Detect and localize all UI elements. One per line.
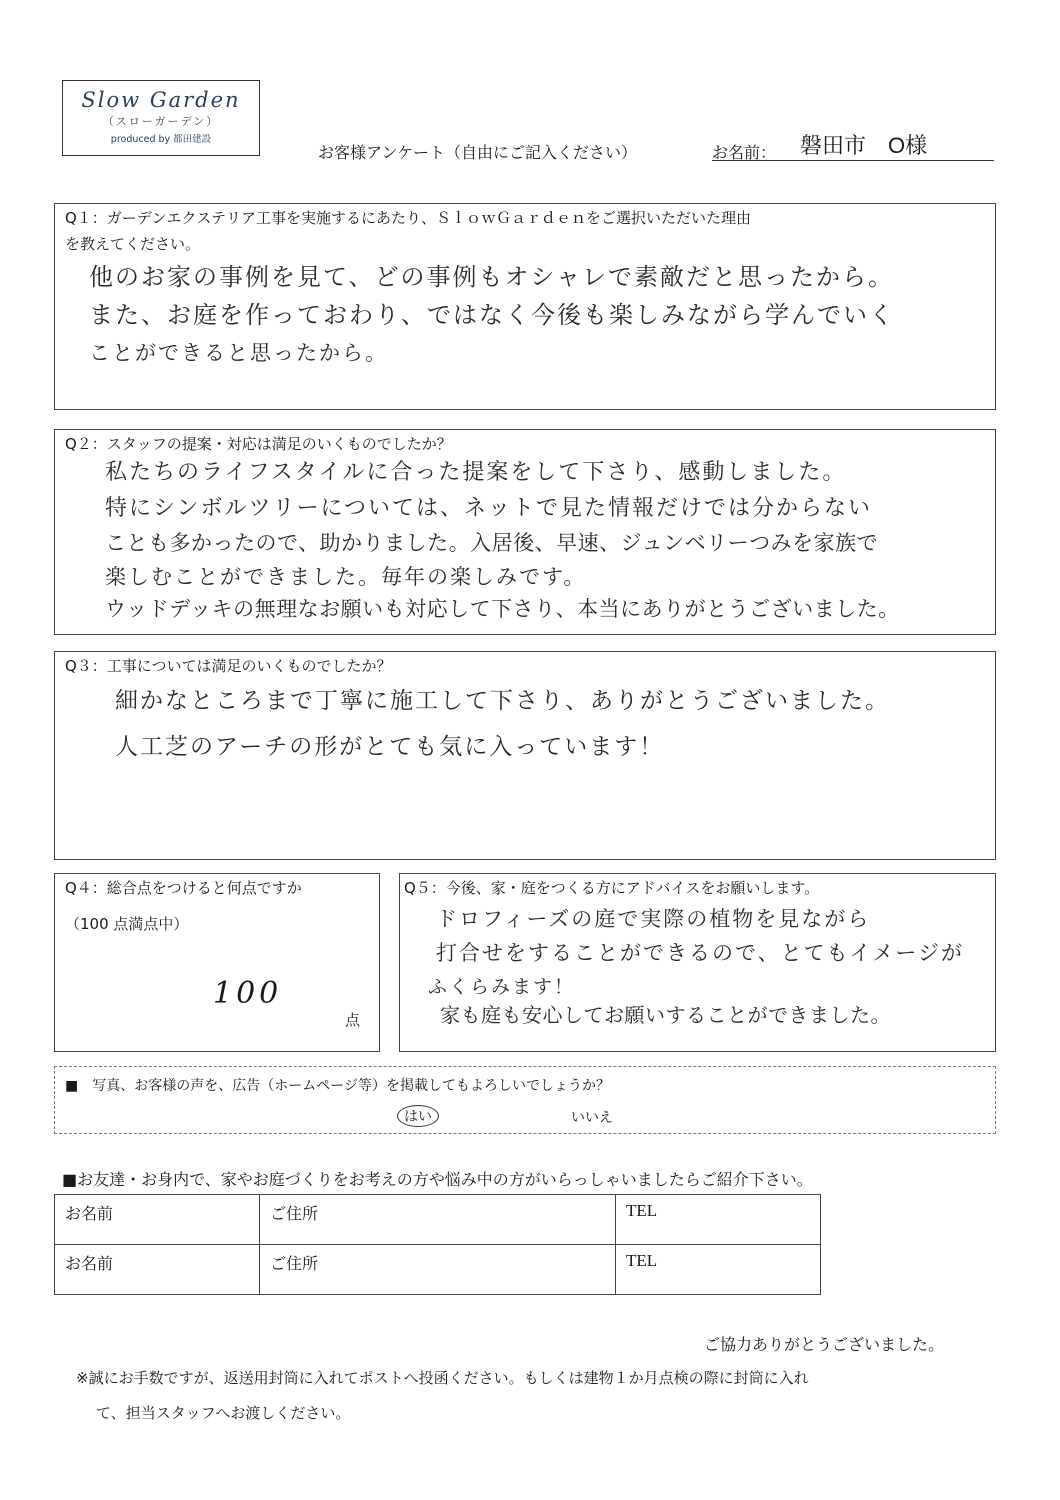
logo-produced-text: produced by 都田建設 <box>110 134 212 145</box>
q1-question-line2: を教えてください。 <box>65 235 201 253</box>
referral-tel-cell[interactable] <box>616 1195 821 1245</box>
q1-answer-line2: また、お庭を作っておわり、ではなく今後も楽しみながら学んでいく <box>89 301 895 329</box>
referral-name-cell[interactable] <box>55 1195 260 1245</box>
q5-answer-line2: 打合せをすることができるので、とてもイメージが <box>436 941 964 965</box>
name-underline <box>712 160 994 161</box>
referral-name-cell[interactable] <box>55 1245 260 1295</box>
q4-unit: 点 <box>345 1011 361 1029</box>
q5-question: Q５：今後、家・庭をつくる方にアドバイスをお願いします。 <box>404 879 820 897</box>
table-row <box>55 1245 821 1295</box>
q2-answer-line3: ことも多かったので、助かりました。入居後、早速、ジュンベリーつみを家族で <box>105 531 879 555</box>
q2-answer-line2: 特にシンボルツリーについては、ネットで見た情報だけでは分からない <box>105 496 873 521</box>
q2-box <box>54 429 996 635</box>
referral-address-cell[interactable] <box>260 1195 616 1245</box>
q4-box <box>54 873 380 1052</box>
survey-title: お客様アンケート（自由にご記入ください） <box>318 143 638 162</box>
permission-question: ■ 写真、お客様の声を、広告（ホームページ等）を掲載してもよろしいでしょうか？ <box>65 1078 610 1094</box>
q1-box <box>54 203 996 410</box>
referral-tel-cell[interactable] <box>616 1245 821 1295</box>
referral-tel-label: TEL <box>626 1201 658 1220</box>
footer-note-line2: て、担当スタッフへお渡しください。 <box>96 1404 351 1422</box>
referral-tel-label: TEL <box>626 1251 658 1270</box>
q2-question: Q２：スタッフの提案・対応は満足のいくものでしたか？ <box>65 435 452 453</box>
q4-question: Q４：総合点をつけると何点ですか <box>65 879 302 897</box>
q5-answer-line1: ドロフィーズの庭で実際の植物を見ながら <box>436 907 871 931</box>
referral-name-label: お名前 <box>65 1254 114 1273</box>
name-value: 磐田市 O様 <box>800 133 928 158</box>
logo-sub-text: （スローガーデン） <box>102 115 220 128</box>
referral-address-cell[interactable] <box>260 1245 616 1295</box>
q5-answer-line3: ふくらみます！ <box>428 976 576 998</box>
q1-answer-line1: 他のお家の事例を見て、どの事例もオシャレで素敵だと思ったから。 <box>89 263 895 291</box>
logo-main-text: Slow Garden <box>81 88 241 112</box>
permission-yes-label: はい <box>404 1109 432 1125</box>
q2-answer-line1: 私たちのライフスタイルに合った提案をして下さり、感動しました。 <box>105 460 847 485</box>
q5-box <box>399 873 996 1052</box>
q4-note: （100 点満点中） <box>65 915 189 933</box>
footer-note-line1: ※誠にお手数ですが、返送用封筒に入れてポストへ投函ください。もしくは建物１か月点検の際に封筒に入れ <box>76 1369 809 1387</box>
thanks-text: ご協力ありがとうございました。 <box>704 1335 945 1354</box>
permission-box <box>54 1066 996 1134</box>
permission-yes-option[interactable] <box>397 1105 439 1127</box>
referral-address-label: ご住所 <box>270 1204 319 1223</box>
q2-answer-line5: ウッドデッキの無理なお願いも対応して下さり、本当にありがとうございました。 <box>105 597 900 621</box>
slow-garden-logo <box>62 80 260 156</box>
table-row <box>55 1195 821 1245</box>
permission-yes-circle <box>397 1105 439 1127</box>
referral-name-label: お名前 <box>65 1204 114 1223</box>
referral-table <box>54 1194 821 1295</box>
q3-answer-line2: 人工芝のアーチの形がとても気に入っています！ <box>115 734 665 760</box>
q5-answer-line4: 家も庭も安心してお願いすることができました。 <box>440 1003 891 1027</box>
referral-heading: ■お友達・お身内で、家やお庭づくりをお考えの方や悩み中の方がいらっしゃいましたらご紹介下さい。 <box>62 1170 813 1189</box>
q1-answer-line3: ことができると思ったから。 <box>89 341 388 365</box>
q3-box <box>54 651 996 860</box>
q3-answer-line1: 細かなところまで丁寧に施工して下さり、ありがとうございました。 <box>115 688 890 714</box>
permission-no-option[interactable]: いいえ <box>571 1110 613 1126</box>
referral-address-label: ご住所 <box>270 1254 319 1273</box>
q2-answer-line4: 楽しむことができました。毎年の楽しみです。 <box>105 565 587 589</box>
q4-score: 100 <box>213 976 283 1011</box>
name-label: お名前： <box>712 143 777 162</box>
q3-question: Q３：工事については満足のいくものでしたか？ <box>65 657 392 675</box>
q1-question-line1: Q１：ガーデンエクステリア工事を実施するにあたり、ＳｌｏｗＧａｒｄｅｎをご選択いただいた理由 <box>65 209 752 227</box>
